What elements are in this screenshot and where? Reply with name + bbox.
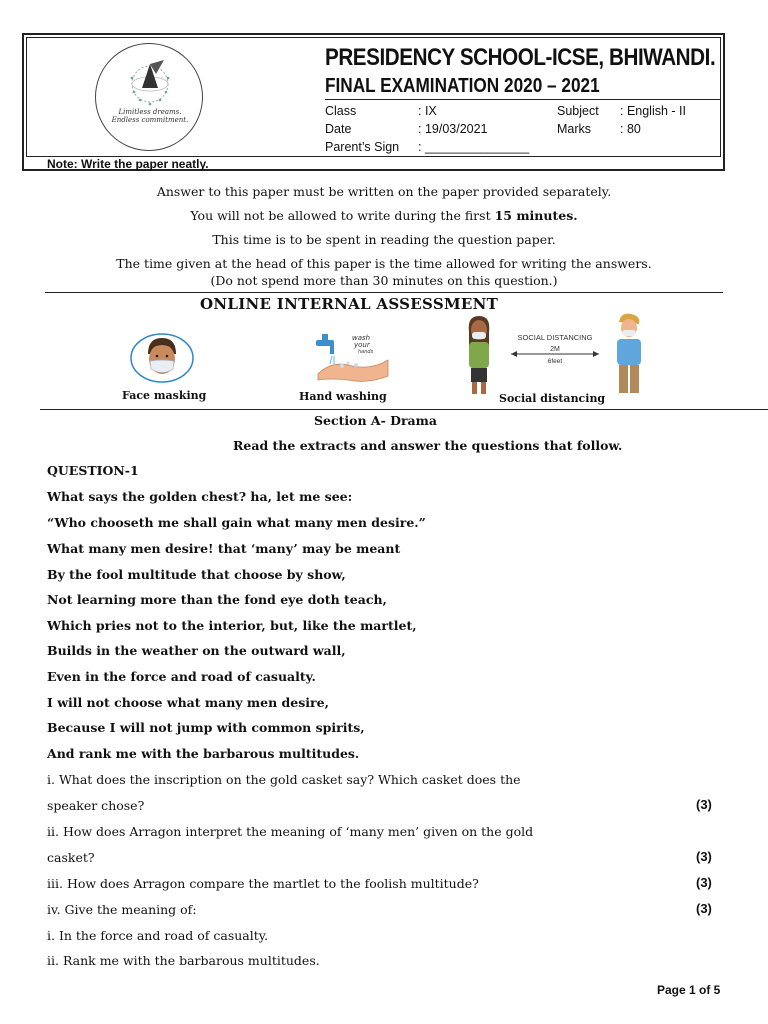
question-i-line-1: i. What does the inscription on the gold casket say? Which casket does the: [47, 772, 521, 787]
question-iv-marks: (3): [696, 901, 712, 916]
extract-line: Which pries not to the interior, but, like the martlet,: [47, 618, 417, 633]
instruction-line-4: The time given at the head of this paper is the time allowed for writing the answers.: [116, 256, 652, 271]
extract-line: Builds in the weather on the outward wall,: [47, 643, 346, 658]
divider-top: [45, 292, 723, 293]
date-label: Date: [325, 122, 352, 136]
class-value: : IX: [418, 104, 437, 118]
extract-line: Because I will not jump with common spirits,: [47, 720, 365, 735]
school-name: PRESIDENCY SCHOOL-ICSE, BHIWANDI.: [325, 44, 716, 71]
question-iv-b: ii. Rank me with the barbarous multitudes.: [47, 953, 320, 968]
instruction-line-3: This time is to be spent in reading the question paper.: [212, 232, 556, 247]
extract-line: Not learning more than the fond eye doth teach,: [47, 592, 387, 607]
question-iii-marks: (3): [696, 875, 712, 890]
question-ii-marks: (3): [696, 849, 712, 864]
section-direction: Read the extracts and answer the questions that follow.: [233, 438, 623, 453]
hand-washing-label: Hand washing: [299, 390, 387, 403]
social-distancing-label: Social distancing: [499, 392, 606, 405]
page-number: Page 1 of 5: [657, 983, 721, 997]
parent-sign-label: Parent’s Sign: [325, 140, 400, 154]
instruction-line-5: (Do not spend more than 30 minutes on this question.): [210, 273, 558, 288]
school-logo: [95, 43, 203, 151]
social-distancing-icon: [455, 312, 655, 396]
question-iv-a: i. In the force and road of casualty.: [47, 928, 269, 943]
sd-banner-text: SOCIAL DISTANCING: [517, 333, 593, 342]
subject-label: Subject: [557, 104, 599, 118]
question-ii-line-1: ii. How does Arragon interpret the meaning of ‘many men’ given on the gold: [47, 824, 534, 839]
face-masking-label: Face masking: [122, 389, 207, 402]
sd-2m-text: 2M: [550, 346, 560, 353]
wash-text-2: your: [354, 341, 370, 349]
exam-title-underline: [325, 99, 720, 100]
instruction-line-1: Answer to this paper must be written on the paper provided separately.: [156, 184, 612, 199]
extract-line: By the fool multitude that choose by show,: [47, 567, 346, 582]
question-iv: iv. Give the meaning of:: [47, 902, 197, 917]
logo-tagline-1: Limitless dreams.: [118, 108, 182, 116]
instruction-time-bold: 15 minutes.: [494, 208, 578, 223]
question-iii: iii. How does Arragon compare the martlet to the foolish multitude?: [47, 876, 479, 891]
extract-line: Even in the force and road of casualty.: [47, 669, 316, 684]
extract-line: And rank me with the barbarous multitudes.: [47, 746, 360, 761]
globe-stars-icon: [120, 58, 180, 110]
instruction-line-2: [0, 208, 768, 223]
parent-sign-value: : _______________: [418, 140, 530, 154]
extract-line: “Who chooseth me shall gain what many men desire.”: [47, 515, 426, 530]
date-value: : 19/03/2021: [418, 122, 488, 136]
question-i-marks: (3): [696, 797, 712, 812]
exam-title: FINAL EXAMINATION 2020 – 2021: [325, 75, 600, 97]
section-title: Section A- Drama: [314, 413, 437, 428]
note-text: Note: Write the paper neatly.: [47, 157, 209, 171]
wash-text-3: hands: [358, 349, 374, 355]
divider-bottom: [40, 409, 768, 410]
wash-text-1: wash: [352, 334, 371, 342]
extract-line: What many men desire! that ‘many’ may be meant: [47, 541, 401, 556]
face-mask-icon: [130, 332, 194, 384]
subject-value: : English - II: [620, 104, 686, 118]
logo-tagline-2: Endless commitment.: [111, 116, 189, 124]
question-i-line-2: speaker chose?: [47, 798, 145, 813]
hand-washing-icon: [312, 330, 392, 388]
class-label: Class: [325, 104, 357, 118]
instruction-line-2-text: You will not be allowed to write during the first: [190, 208, 495, 223]
assessment-title: ONLINE INTERNAL ASSESSMENT: [200, 295, 499, 313]
extract-line: What says the golden chest? ha, let me see:: [47, 489, 353, 504]
extract-line: I will not choose what many men desire,: [47, 695, 329, 710]
marks-label: Marks: [557, 122, 592, 136]
question-label: QUESTION-1: [47, 463, 139, 478]
question-ii-line-2: casket?: [47, 850, 95, 865]
sd-6feet-text: 6feet: [547, 358, 563, 365]
marks-value: : 80: [620, 122, 641, 136]
